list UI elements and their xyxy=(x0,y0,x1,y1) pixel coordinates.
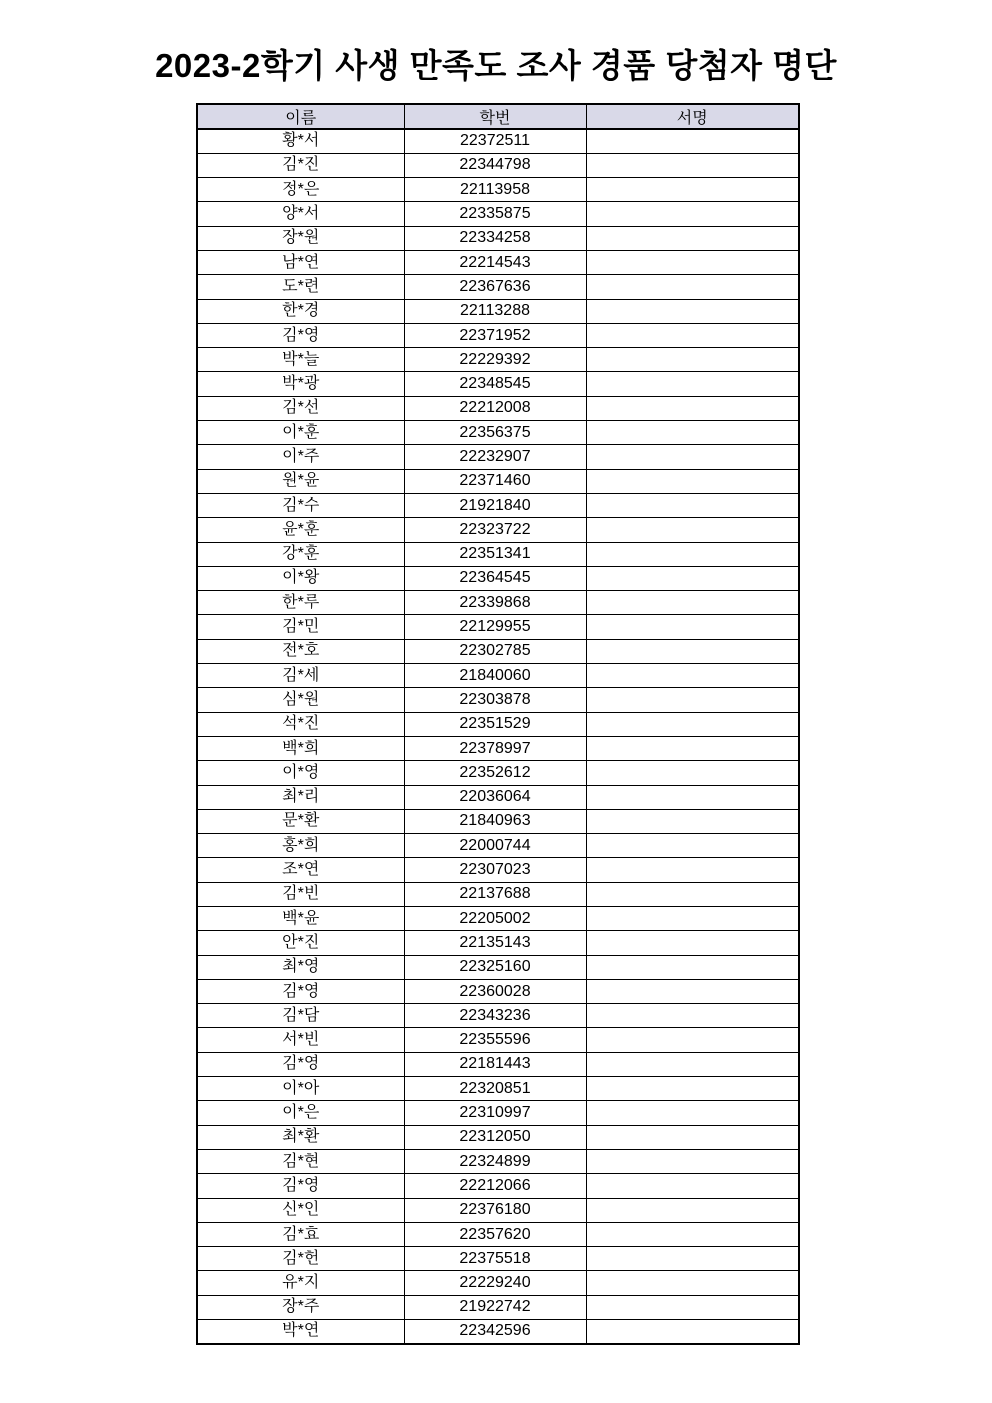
student-id-cell: 22335875 xyxy=(404,202,586,226)
name-cell: 윤*훈 xyxy=(197,518,404,542)
table-row xyxy=(197,396,799,420)
signature-cell xyxy=(586,712,799,736)
table-row xyxy=(197,834,799,858)
student-id-cell: 21921840 xyxy=(404,493,586,517)
name-cell: 김*민 xyxy=(197,615,404,639)
name-cell: 조*연 xyxy=(197,858,404,882)
student-id-cell: 22229392 xyxy=(404,348,586,372)
table-row xyxy=(197,1077,799,1101)
signature-cell xyxy=(586,129,799,153)
student-id-cell: 22371952 xyxy=(404,323,586,347)
name-cell: 장*원 xyxy=(197,226,404,250)
signature-cell xyxy=(586,396,799,420)
signature-cell xyxy=(586,323,799,347)
table-row xyxy=(197,421,799,445)
signature-cell xyxy=(586,1004,799,1028)
signature-cell xyxy=(586,809,799,833)
name-cell: 유*지 xyxy=(197,1271,404,1295)
signature-cell xyxy=(586,226,799,250)
table-row xyxy=(197,323,799,347)
name-cell: 김*담 xyxy=(197,1004,404,1028)
signature-cell xyxy=(586,493,799,517)
student-id-cell: 22343236 xyxy=(404,1004,586,1028)
student-id-cell: 22129955 xyxy=(404,615,586,639)
table-row xyxy=(197,372,799,396)
student-id-cell: 22303878 xyxy=(404,688,586,712)
name-cell: 도*련 xyxy=(197,275,404,299)
student-id-cell: 22360028 xyxy=(404,979,586,1003)
signature-cell xyxy=(586,882,799,906)
signature-cell xyxy=(586,664,799,688)
table-row xyxy=(197,688,799,712)
name-cell: 박*늘 xyxy=(197,348,404,372)
table-row xyxy=(197,1028,799,1052)
signature-cell xyxy=(586,639,799,663)
signature-cell xyxy=(586,299,799,323)
name-cell: 김*빈 xyxy=(197,882,404,906)
student-id-cell: 22137688 xyxy=(404,882,586,906)
student-id-cell: 22205002 xyxy=(404,907,586,931)
table-row xyxy=(197,1198,799,1222)
name-cell: 최*영 xyxy=(197,955,404,979)
signature-cell xyxy=(586,518,799,542)
student-id-cell: 22135143 xyxy=(404,931,586,955)
table-row xyxy=(197,1052,799,1076)
student-id-cell: 22356375 xyxy=(404,421,586,445)
name-cell: 김*진 xyxy=(197,153,404,177)
signature-cell xyxy=(586,1149,799,1173)
column-header-name: 이름 xyxy=(197,104,404,129)
student-id-cell: 22355596 xyxy=(404,1028,586,1052)
student-id-cell: 22181443 xyxy=(404,1052,586,1076)
signature-cell xyxy=(586,931,799,955)
table-row xyxy=(197,1320,799,1344)
student-id-cell: 22324899 xyxy=(404,1149,586,1173)
student-id-cell: 22229240 xyxy=(404,1271,586,1295)
name-cell: 이*아 xyxy=(197,1077,404,1101)
name-cell: 김*헌 xyxy=(197,1247,404,1271)
signature-cell xyxy=(586,566,799,590)
table-row xyxy=(197,1174,799,1198)
signature-cell xyxy=(586,1222,799,1246)
name-cell: 김*효 xyxy=(197,1222,404,1246)
header-row xyxy=(197,104,799,129)
name-cell: 최*리 xyxy=(197,785,404,809)
name-cell: 신*인 xyxy=(197,1198,404,1222)
table-row xyxy=(197,1004,799,1028)
signature-cell xyxy=(586,153,799,177)
winners-table xyxy=(196,103,800,1345)
student-id-cell: 21922742 xyxy=(404,1295,586,1319)
table-row xyxy=(197,348,799,372)
signature-cell xyxy=(586,907,799,931)
name-cell: 김*현 xyxy=(197,1149,404,1173)
table-row xyxy=(197,299,799,323)
name-cell: 홍*희 xyxy=(197,834,404,858)
name-cell: 석*진 xyxy=(197,712,404,736)
student-id-cell: 22212066 xyxy=(404,1174,586,1198)
name-cell: 양*서 xyxy=(197,202,404,226)
name-cell: 문*환 xyxy=(197,809,404,833)
name-cell: 이*영 xyxy=(197,761,404,785)
student-id-cell: 22214543 xyxy=(404,250,586,274)
name-cell: 이*왕 xyxy=(197,566,404,590)
table-row xyxy=(197,518,799,542)
table-body xyxy=(197,129,799,1344)
column-header-student-id: 학번 xyxy=(404,104,586,129)
name-cell: 백*윤 xyxy=(197,907,404,931)
name-cell: 한*루 xyxy=(197,591,404,615)
name-cell: 김*세 xyxy=(197,664,404,688)
table-row xyxy=(197,712,799,736)
signature-cell xyxy=(586,1198,799,1222)
name-cell: 이*주 xyxy=(197,445,404,469)
table-row xyxy=(197,275,799,299)
signature-cell xyxy=(586,1295,799,1319)
table-row xyxy=(197,469,799,493)
signature-cell xyxy=(586,445,799,469)
student-id-cell: 22339868 xyxy=(404,591,586,615)
table-row xyxy=(197,202,799,226)
name-cell: 심*원 xyxy=(197,688,404,712)
signature-cell xyxy=(586,1101,799,1125)
signature-cell xyxy=(586,688,799,712)
table-row xyxy=(197,955,799,979)
student-id-cell: 22378997 xyxy=(404,736,586,760)
student-id-cell: 22310997 xyxy=(404,1101,586,1125)
signature-cell xyxy=(586,372,799,396)
table-row xyxy=(197,153,799,177)
table-row xyxy=(197,1295,799,1319)
name-cell: 김*영 xyxy=(197,1174,404,1198)
student-id-cell: 22357620 xyxy=(404,1222,586,1246)
name-cell: 김*영 xyxy=(197,979,404,1003)
student-id-cell: 22113288 xyxy=(404,299,586,323)
table-row xyxy=(197,1247,799,1271)
table-row xyxy=(197,445,799,469)
table-header xyxy=(197,104,799,129)
student-id-cell: 22371460 xyxy=(404,469,586,493)
signature-cell xyxy=(586,1247,799,1271)
name-cell: 박*연 xyxy=(197,1320,404,1344)
name-cell: 김*영 xyxy=(197,323,404,347)
signature-cell xyxy=(586,1077,799,1101)
column-header-signature: 서명 xyxy=(586,104,799,129)
student-id-cell: 22320851 xyxy=(404,1077,586,1101)
student-id-cell: 22342596 xyxy=(404,1320,586,1344)
name-cell: 강*훈 xyxy=(197,542,404,566)
table-row xyxy=(197,1125,799,1149)
table-row xyxy=(197,129,799,153)
name-cell: 남*연 xyxy=(197,250,404,274)
student-id-cell: 22000744 xyxy=(404,834,586,858)
name-cell: 박*광 xyxy=(197,372,404,396)
table-row xyxy=(197,1271,799,1295)
page-title: 2023-2학기 사생 만족도 조사 경품 당첨자 명단 xyxy=(155,47,837,84)
student-id-cell: 21840963 xyxy=(404,809,586,833)
student-id-cell: 22344798 xyxy=(404,153,586,177)
table-row xyxy=(197,931,799,955)
table-row xyxy=(197,178,799,202)
student-id-cell: 22334258 xyxy=(404,226,586,250)
signature-cell xyxy=(586,858,799,882)
signature-cell xyxy=(586,979,799,1003)
name-cell: 백*희 xyxy=(197,736,404,760)
signature-cell xyxy=(586,1052,799,1076)
student-id-cell: 22375518 xyxy=(404,1247,586,1271)
signature-cell xyxy=(586,1125,799,1149)
student-id-cell: 22113958 xyxy=(404,178,586,202)
student-id-cell: 22352612 xyxy=(404,761,586,785)
name-cell: 최*환 xyxy=(197,1125,404,1149)
table-row xyxy=(197,858,799,882)
student-id-cell: 22232907 xyxy=(404,445,586,469)
name-cell: 원*윤 xyxy=(197,469,404,493)
student-id-cell: 21840060 xyxy=(404,664,586,688)
student-id-cell: 22323722 xyxy=(404,518,586,542)
name-cell: 김*선 xyxy=(197,396,404,420)
name-cell: 전*호 xyxy=(197,639,404,663)
student-id-cell: 22376180 xyxy=(404,1198,586,1222)
signature-cell xyxy=(586,761,799,785)
signature-cell xyxy=(586,250,799,274)
table-row xyxy=(197,493,799,517)
student-id-cell: 22036064 xyxy=(404,785,586,809)
table-row xyxy=(197,566,799,590)
name-cell: 이*은 xyxy=(197,1101,404,1125)
signature-cell xyxy=(586,178,799,202)
signature-cell xyxy=(586,591,799,615)
signature-cell xyxy=(586,1320,799,1344)
signature-cell xyxy=(586,348,799,372)
name-cell: 정*은 xyxy=(197,178,404,202)
signature-cell xyxy=(586,469,799,493)
signature-cell xyxy=(586,1174,799,1198)
student-id-cell: 22351529 xyxy=(404,712,586,736)
table-row xyxy=(197,907,799,931)
table-row xyxy=(197,979,799,1003)
table-row xyxy=(197,664,799,688)
name-cell: 이*훈 xyxy=(197,421,404,445)
table-row xyxy=(197,785,799,809)
signature-cell xyxy=(586,542,799,566)
table-row xyxy=(197,615,799,639)
student-id-cell: 22372511 xyxy=(404,129,586,153)
signature-cell xyxy=(586,834,799,858)
table-row xyxy=(197,882,799,906)
student-id-cell: 22325160 xyxy=(404,955,586,979)
student-id-cell: 22212008 xyxy=(404,396,586,420)
table-row xyxy=(197,639,799,663)
name-cell: 김*영 xyxy=(197,1052,404,1076)
table-row xyxy=(197,1101,799,1125)
table-row xyxy=(197,591,799,615)
table-row xyxy=(197,250,799,274)
name-cell: 한*경 xyxy=(197,299,404,323)
signature-cell xyxy=(586,785,799,809)
name-cell: 서*빈 xyxy=(197,1028,404,1052)
student-id-cell: 22367636 xyxy=(404,275,586,299)
name-cell: 김*수 xyxy=(197,493,404,517)
table-row xyxy=(197,761,799,785)
name-cell: 안*진 xyxy=(197,931,404,955)
student-id-cell: 22307023 xyxy=(404,858,586,882)
student-id-cell: 22302785 xyxy=(404,639,586,663)
signature-cell xyxy=(586,955,799,979)
student-id-cell: 22364545 xyxy=(404,566,586,590)
table-row xyxy=(197,736,799,760)
student-id-cell: 22312050 xyxy=(404,1125,586,1149)
student-id-cell: 22351341 xyxy=(404,542,586,566)
student-id-cell: 22348545 xyxy=(404,372,586,396)
table-row xyxy=(197,809,799,833)
table-row xyxy=(197,1222,799,1246)
signature-cell xyxy=(586,615,799,639)
table-row xyxy=(197,1149,799,1173)
table-row xyxy=(197,226,799,250)
table-row xyxy=(197,542,799,566)
name-cell: 장*주 xyxy=(197,1295,404,1319)
signature-cell xyxy=(586,1271,799,1295)
name-cell: 황*서 xyxy=(197,129,404,153)
signature-cell xyxy=(586,202,799,226)
signature-cell xyxy=(586,421,799,445)
signature-cell xyxy=(586,1028,799,1052)
signature-cell xyxy=(586,275,799,299)
signature-cell xyxy=(586,736,799,760)
